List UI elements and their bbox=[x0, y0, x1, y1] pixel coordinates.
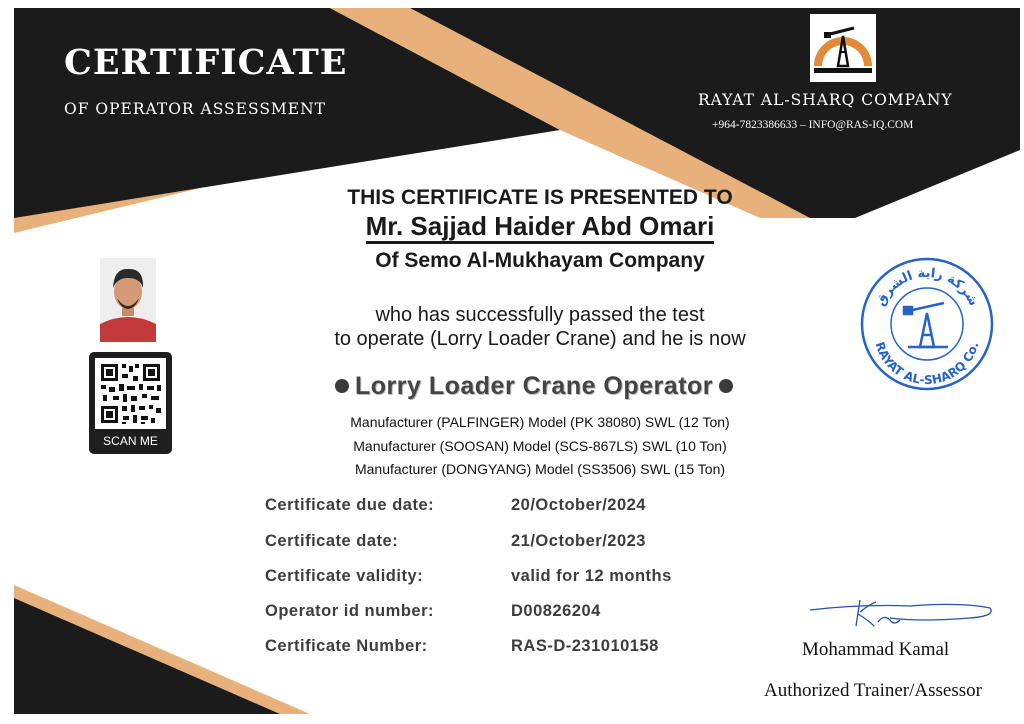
detail-label: Certificate validity: bbox=[265, 567, 424, 585]
detail-value: 20/October/2024 bbox=[511, 496, 646, 514]
stamp-english-text: RAYAT AL-SHARQ Co. bbox=[872, 340, 982, 388]
signatory-title: Authorized Trainer/Assessor bbox=[764, 680, 982, 701]
qr-code-card[interactable] bbox=[89, 352, 172, 454]
signature-image bbox=[800, 596, 1000, 636]
role-title: Lorry Loader Crane Operator bbox=[354, 371, 714, 400]
company-contact: +964-7823386633 – INFO@RAS-IQ.COM bbox=[712, 119, 914, 131]
qr-code-icon bbox=[95, 358, 166, 429]
passed-text-line-2: to operate (Lorry Loader Crane) and he is now bbox=[334, 328, 746, 350]
bullet-icon bbox=[335, 379, 349, 393]
oil-derrick-logo-icon bbox=[810, 14, 876, 82]
detail-value: 21/October/2023 bbox=[511, 532, 646, 550]
role-title-row bbox=[274, 368, 794, 404]
stamp-derrick-icon bbox=[904, 303, 948, 347]
detail-value: RAS-D-231010158 bbox=[511, 637, 659, 655]
detail-label: Certificate Number: bbox=[265, 637, 428, 655]
detail-label: Certificate due date: bbox=[265, 496, 435, 514]
detail-value: D00826204 bbox=[511, 602, 601, 620]
detail-value: valid for 12 months bbox=[511, 567, 672, 585]
company-stamp bbox=[858, 255, 996, 393]
signatory-name: Mohammad Kamal bbox=[802, 639, 950, 660]
equipment-line: Manufacturer (SOOSAN) Model (SCS-867LS) SWL (10 Ton) bbox=[353, 438, 727, 454]
certificate-subtitle: OF OPERATOR ASSESSMENT bbox=[64, 100, 327, 118]
equipment-line: Manufacturer (DONGYANG) Model (SS3506) SWL (15 Ton) bbox=[354, 461, 726, 477]
company-name: RAYAT AL-SHARQ COMPANY bbox=[698, 91, 953, 109]
detail-label: Certificate date: bbox=[265, 532, 399, 550]
qr-scan-label: SCAN ME bbox=[103, 434, 158, 448]
equipment-line: Manufacturer (PALFINGER) Model (PK 38080) SWL (12 Ton) bbox=[350, 414, 730, 430]
recipient-name-text: Mr. Sajjad Haider Abd Omari bbox=[366, 211, 715, 244]
recipient-company: Of Semo Al-Mukhayam Company bbox=[375, 249, 705, 272]
bullet-icon bbox=[719, 379, 733, 393]
recipient-name bbox=[260, 211, 820, 242]
certificate-title: CERTIFICATE bbox=[64, 42, 348, 83]
passed-text-line-1: who has successfully passed the test bbox=[375, 304, 705, 326]
presented-heading: THIS CERTIFICATE IS PRESENTED TO bbox=[347, 186, 733, 209]
stamp-arabic-text: شركة راية الشرق bbox=[873, 265, 981, 309]
operator-photo bbox=[100, 258, 156, 342]
detail-label: Operator id number: bbox=[265, 602, 435, 620]
